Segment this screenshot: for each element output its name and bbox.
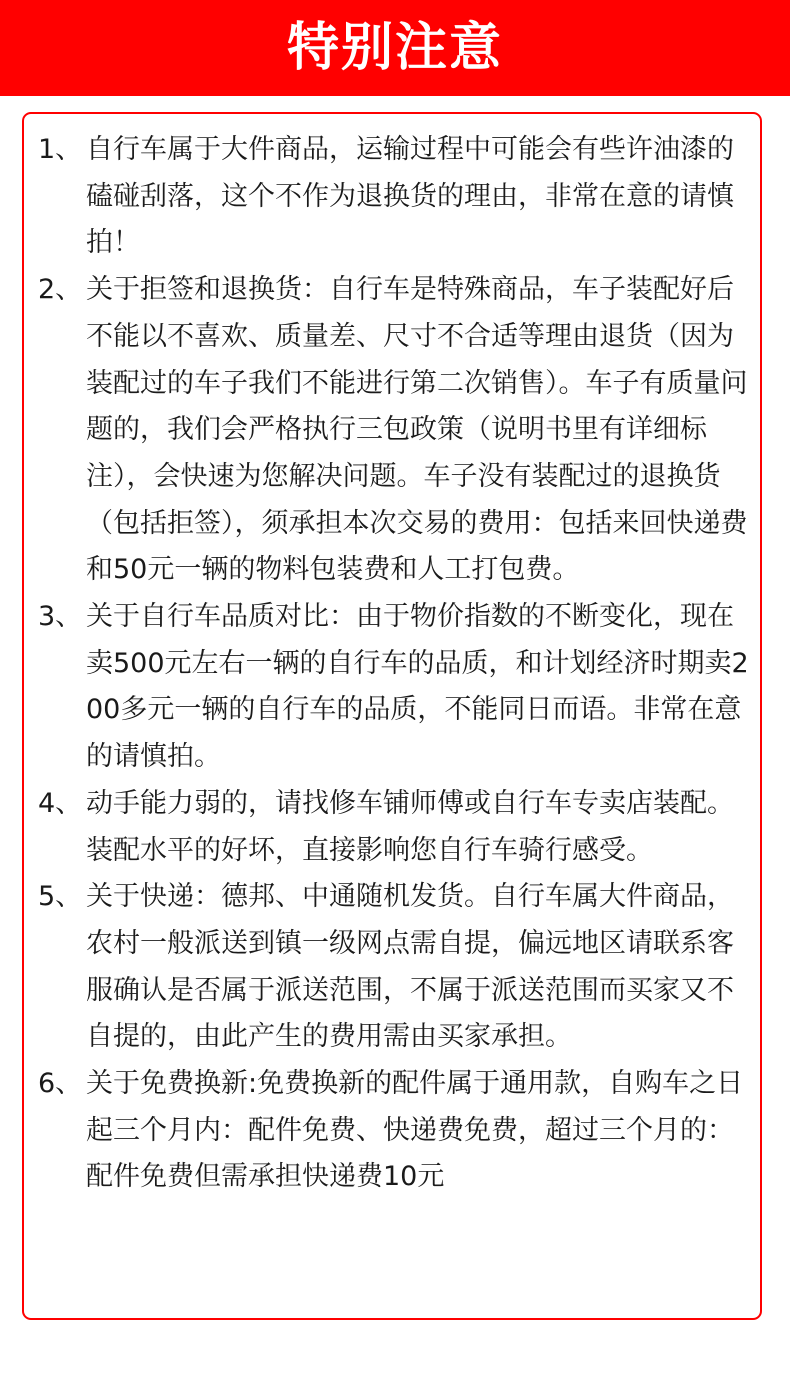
notice-item-2 bbox=[38, 267, 758, 594]
notice-list bbox=[38, 127, 758, 1201]
notice-item-number: 6、 bbox=[38, 1068, 83, 1100]
notice-item-3 bbox=[38, 594, 758, 781]
notice-item-number: 4、 bbox=[38, 787, 83, 819]
notice-item-text: 关于自行车品质对比：由于物价指数的不断变化，现在卖500元左右一辆的自行车的品质，和计划经济时期卖200多元一辆的自行车的品质，不能同日而语。非常在意的请慎拍。 bbox=[86, 601, 749, 773]
header-banner bbox=[0, 0, 790, 96]
notice-item-1 bbox=[38, 127, 758, 267]
notice-item-text: 自行车属于大件商品，运输过程中可能会有些许油漆的磕碰刮落，这个不作为退换货的理由，非常在意的请慎拍！ bbox=[86, 134, 734, 259]
notice-item-4 bbox=[38, 781, 758, 874]
notice-item-text: 动手能力弱的，请找修车铺师傅或自行车专卖店装配。装配水平的好坏，直接影响您自行车骑行感受。 bbox=[86, 787, 734, 866]
notice-item-number: 5、 bbox=[38, 881, 83, 913]
notice-item-5 bbox=[38, 874, 758, 1061]
notice-item-number: 3、 bbox=[38, 601, 83, 633]
notice-item-text: 关于拒签和退换货：自行车是特殊商品，车子装配好后不能以不喜欢、质量差、尺寸不合适等理由退货（因为装配过的车子我们不能进行第二次销售）。车子有质量问题的，我们会严格执行三包政策（说明书里有详细标注），会快速为您解决问题。车子没有装配过的退换货（包括拒签），须承担本次交易的费用：包括来回快递费和50元一辆的物料包装费和人工打包费。 bbox=[86, 274, 748, 586]
page-title: 特别注意 bbox=[286, 18, 503, 78]
notice-item-number: 1、 bbox=[38, 134, 83, 165]
notice-item-text: 关于免费换新:免费换新的配件属于通用款，自购车之日起三个月内：配件免费、快递费免费，超过三个月的：配件免费但需承担快递费10元 bbox=[86, 1068, 744, 1193]
notice-item-text: 关于快递：德邦、中通随机发货。自行车属大件商品，农村一般派送到镇一级网点需自提，偏远地区请联系客服确认是否属于派送范围，不属于派送范围而买家又不自提的，由此产生的费用需由买家承担。 bbox=[86, 881, 734, 1053]
notice-item-number: 2、 bbox=[38, 274, 83, 306]
notice-item-6 bbox=[38, 1061, 758, 1201]
